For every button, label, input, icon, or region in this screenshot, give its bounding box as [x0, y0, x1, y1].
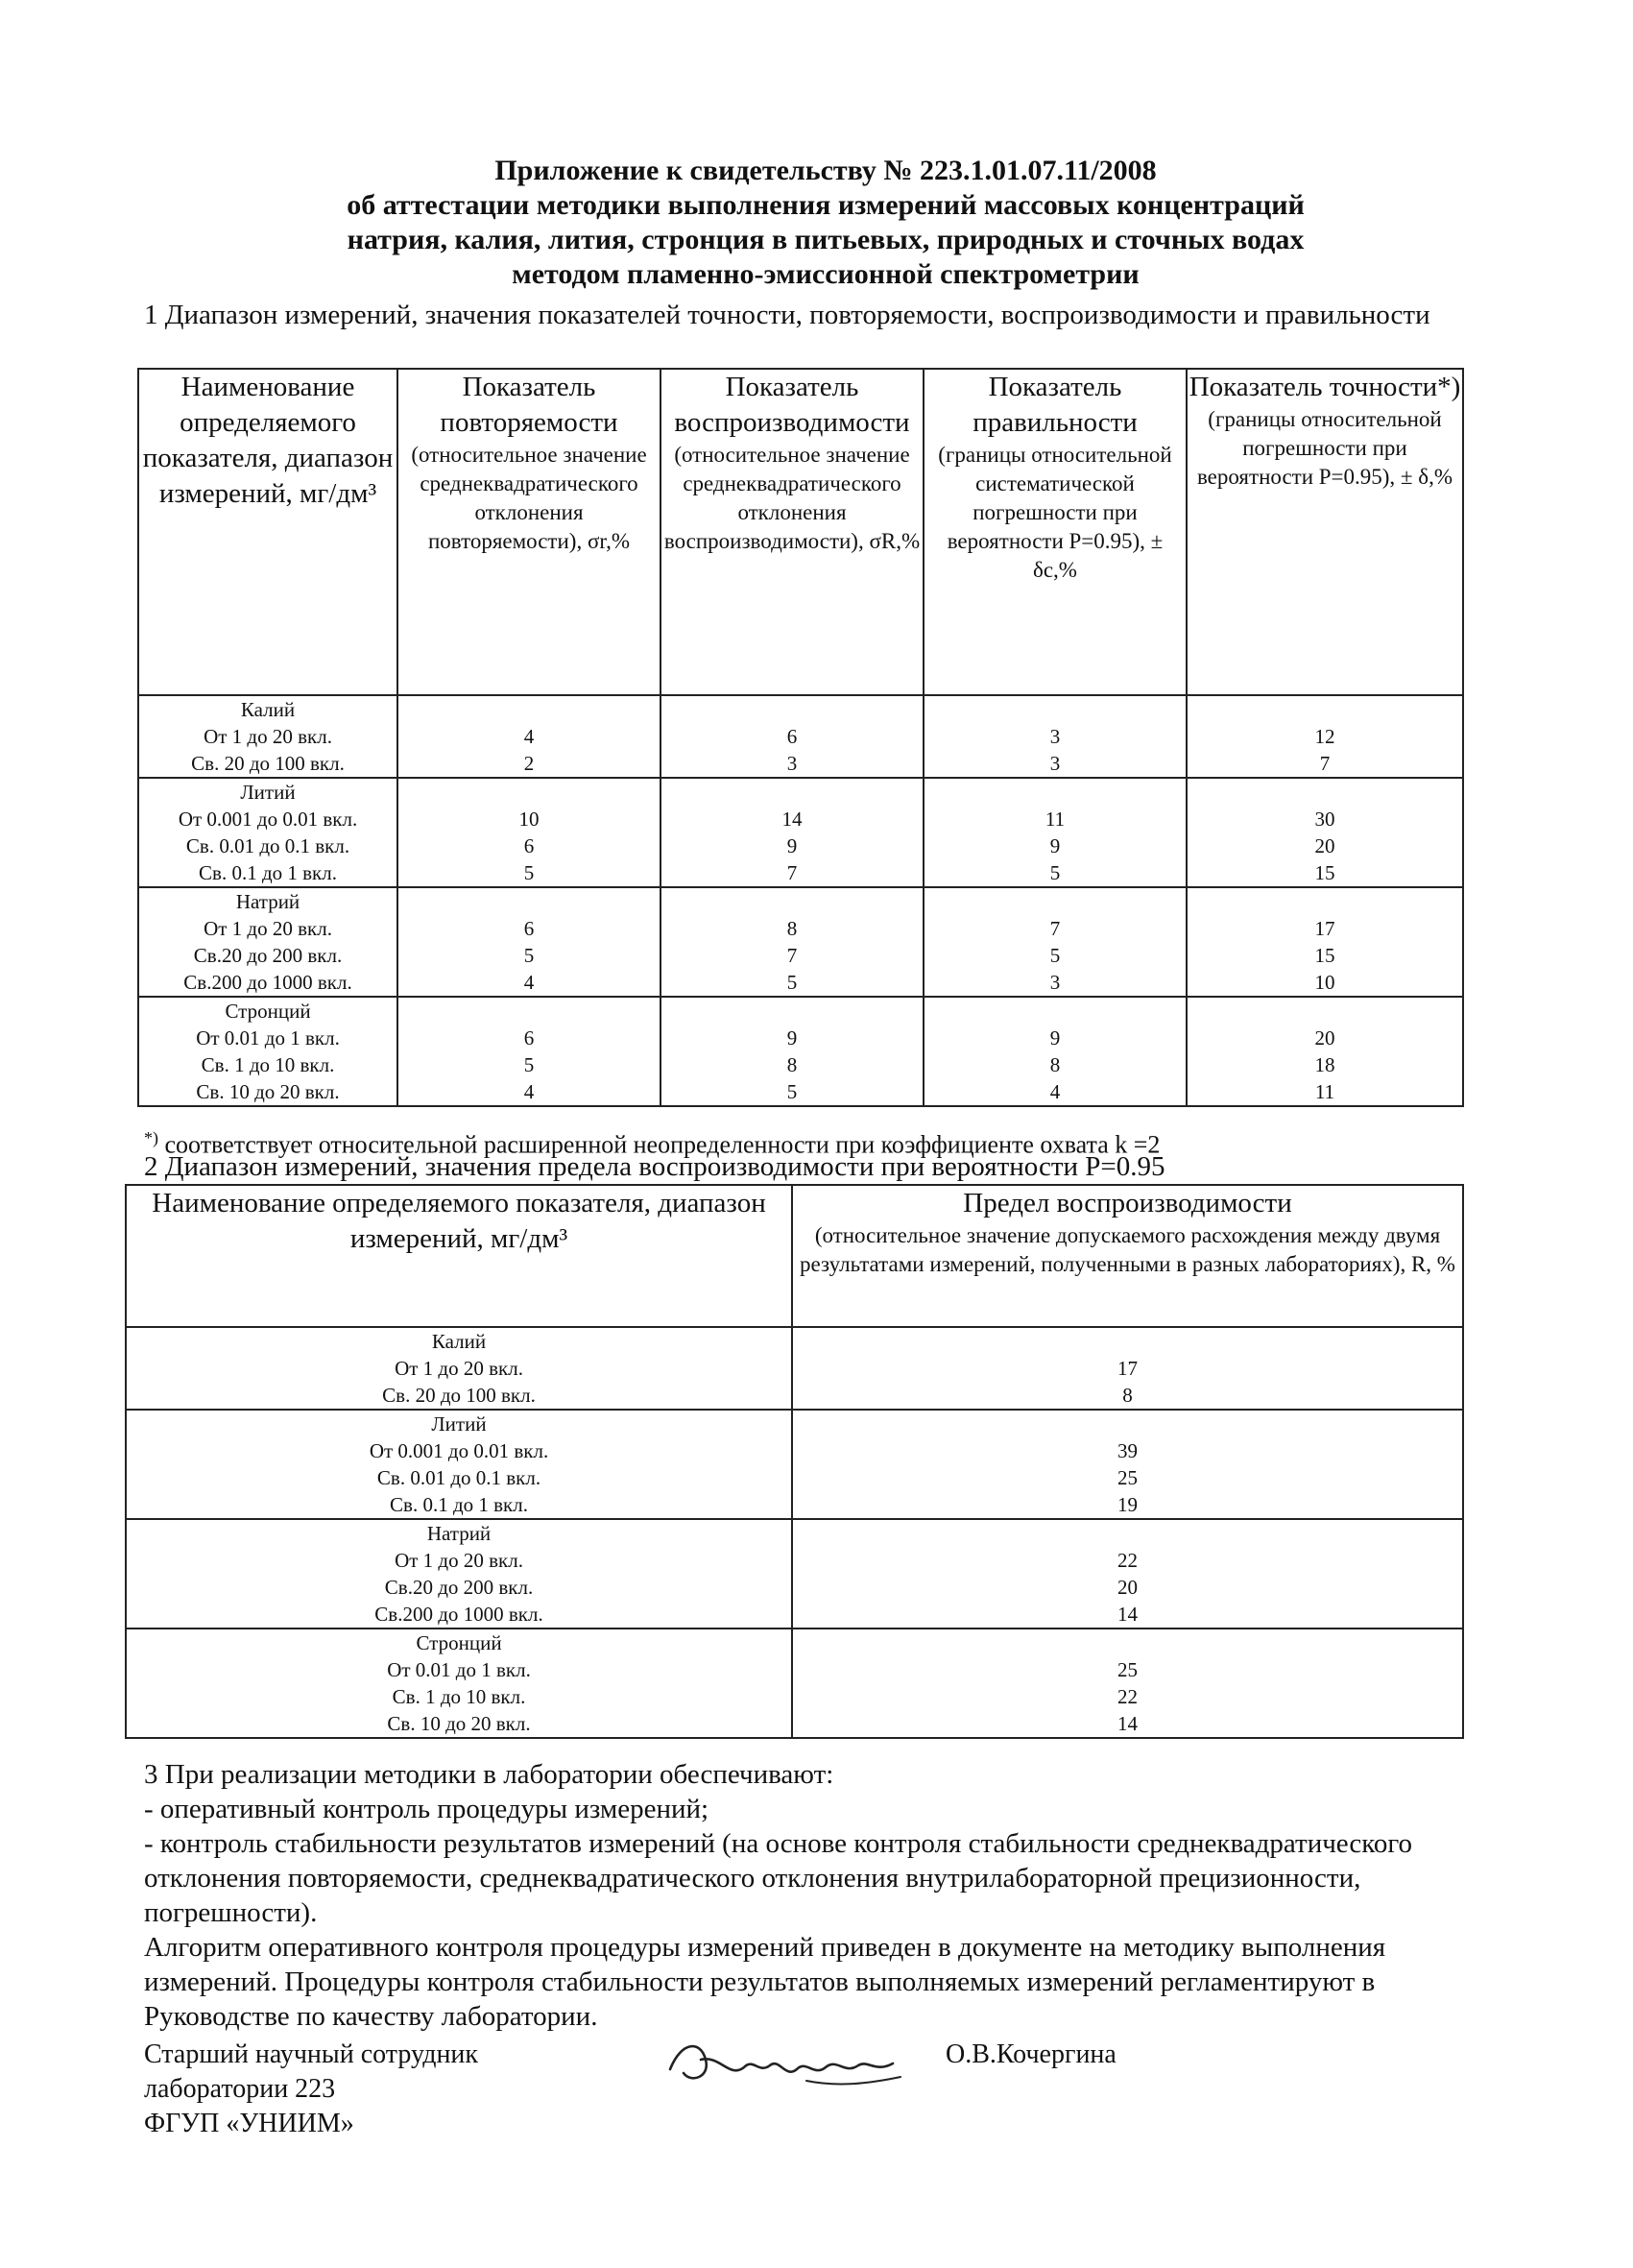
element-name: Литий [240, 781, 296, 804]
position-line-3: ФГУП «УНИИМ» [144, 2109, 354, 2138]
range: Св. 0.01 до 0.1 вкл. [376, 1466, 541, 1489]
range: Св. 1 до 10 вкл. [392, 1685, 526, 1708]
value: 11 [1045, 808, 1066, 831]
value: 7 [786, 861, 798, 884]
value: 20 [1314, 1026, 1335, 1050]
value: 18 [1314, 1053, 1335, 1076]
table-row-potassium [126, 1327, 1463, 1410]
cell-name [138, 695, 397, 778]
signatory-name: О.В.Кочергина [946, 2039, 1117, 2069]
range: Св. 10 до 20 вкл. [196, 1080, 340, 1103]
value: 22 [1117, 1549, 1138, 1572]
header-name-main: Наименование определяемого показателя, диапазон измерений, мг/дм³ [152, 1188, 766, 1254]
range: От 1 до 20 вкл. [395, 1549, 523, 1572]
value: 39 [1117, 1439, 1138, 1462]
value: 12 [1314, 725, 1335, 748]
reproducibility-limit-table [125, 1184, 1464, 1739]
value: 5 [523, 944, 535, 967]
value: 5 [786, 1080, 798, 1103]
value: 4 [523, 971, 535, 994]
cell-correct [924, 778, 1187, 887]
table-header-row [126, 1185, 1463, 1327]
position-line-1: Старший научный сотрудник [144, 2039, 479, 2069]
header-reprod-main: Показатель воспроизводимости [674, 372, 910, 438]
cell-reprod [660, 778, 924, 887]
range: Св.200 до 1000 вкл. [374, 1603, 543, 1626]
header-cell-reprod [660, 369, 924, 695]
document-title [144, 154, 1507, 292]
range: От 1 до 20 вкл. [204, 917, 332, 940]
header-cell-name [126, 1185, 792, 1327]
range: От 0.01 до 1 вкл. [196, 1026, 340, 1050]
element-name: Натрий [235, 890, 300, 913]
element-name: Натрий [426, 1522, 492, 1545]
value: 6 [523, 917, 535, 940]
section1-heading: 1 Диапазон измерений, значения показателей точности, повторяемости, воспроизводимости и правильности [144, 300, 1430, 330]
cell-reprod [660, 695, 924, 778]
cell-limit [792, 1519, 1463, 1629]
cell-accuracy [1187, 778, 1463, 887]
header-repeat-sub: (относительное значение среднеквадратического отклонения повторяемости), σr,% [411, 443, 647, 553]
value: 5 [786, 971, 798, 994]
cell-name [138, 997, 397, 1106]
value: 25 [1117, 1658, 1138, 1681]
range: Св. 10 до 20 вкл. [387, 1712, 531, 1735]
range: От 0.01 до 1 вкл. [387, 1658, 531, 1681]
value: 6 [786, 725, 798, 748]
section3-heading: 3 При реализации методики в лаборатории обеспечивают: [144, 1759, 834, 1790]
header-repeat-main: Показатель повторяемости [440, 372, 618, 438]
value: 14 [781, 808, 803, 831]
cell-reprod [660, 887, 924, 997]
range: Св. 1 до 10 вкл. [201, 1053, 335, 1076]
element-name: Стронций [416, 1631, 502, 1654]
cell-limit [792, 1410, 1463, 1519]
value: 2 [523, 752, 535, 775]
header-cell-repeat [397, 369, 660, 695]
value: 9 [1049, 834, 1061, 857]
value: 9 [1049, 1026, 1061, 1050]
value: 25 [1117, 1466, 1138, 1489]
table-row-lithium [138, 778, 1463, 887]
value: 7 [1049, 917, 1061, 940]
table-header-row [138, 369, 1463, 695]
header-limit-main: Предел воспроизводимости [963, 1188, 1292, 1218]
range: Св.20 до 200 вкл. [193, 944, 343, 967]
footnote-text: соответствует относительной расширенной неопределенности при коэффициенте охвата k =2 [164, 1130, 1161, 1159]
value: 3 [786, 752, 798, 775]
cell-correct [924, 887, 1187, 997]
range: Св. 0.1 до 1 вкл. [390, 1493, 528, 1516]
value: 19 [1117, 1493, 1138, 1516]
section2-heading: 2 Диапазон измерений, значения предела воспроизводимости при вероятности P=0.95 [144, 1151, 1165, 1182]
range: От 0.001 до 0.01 вкл. [178, 808, 358, 831]
value: 17 [1314, 917, 1335, 940]
cell-name [126, 1519, 792, 1629]
cell-accuracy [1187, 997, 1463, 1106]
cell-limit [792, 1629, 1463, 1738]
title-line-4: методом пламенно-эмиссионной спектрометрии [512, 258, 1140, 290]
value: 4 [523, 725, 535, 748]
range: От 1 до 20 вкл. [395, 1357, 523, 1380]
header-cell-limit [792, 1185, 1463, 1327]
table-row-sodium [138, 887, 1463, 997]
value: 10 [1314, 971, 1335, 994]
accuracy-table [137, 368, 1464, 1107]
value: 3 [1049, 725, 1061, 748]
value: 9 [786, 834, 798, 857]
value: 17 [1117, 1357, 1138, 1380]
value: 6 [523, 834, 535, 857]
value: 15 [1314, 861, 1335, 884]
value: 30 [1314, 808, 1335, 831]
cell-repeat [397, 778, 660, 887]
value: 3 [1049, 752, 1061, 775]
value: 8 [786, 1053, 798, 1076]
cell-reprod [660, 997, 924, 1106]
range: Св. 20 до 100 вкл. [191, 752, 345, 775]
range: От 1 до 20 вкл. [204, 725, 332, 748]
element-name: Калий [431, 1330, 487, 1353]
range: Св. 20 до 100 вкл. [382, 1384, 536, 1407]
range: От 0.001 до 0.01 вкл. [369, 1439, 549, 1462]
cell-correct [924, 695, 1187, 778]
section3-item-2: - контроль стабильности результатов измерений (на основе контроля стабильности среднеквадратического отклонения повторяемости, среднеквадратического отклонения внутрилабораторной прецизионности, погрешности). [144, 1828, 1413, 1928]
position-line-2: лаборатории 223 [144, 2074, 336, 2104]
table-row-sodium [126, 1519, 1463, 1629]
section3 [144, 1757, 1507, 2034]
header-cell-name [138, 369, 397, 695]
value: 7 [1319, 752, 1331, 775]
cell-name [138, 887, 397, 997]
header-name-main: Наименование определяемого показателя, диапазон измерений, мг/дм³ [142, 372, 394, 509]
value: 20 [1314, 834, 1335, 857]
value: 9 [786, 1026, 798, 1050]
value: 5 [1049, 944, 1061, 967]
footnote-marker: *) [144, 1128, 158, 1147]
title-line-1: Приложение к свидетельству № 223.1.01.07.11/2008 [494, 155, 1157, 186]
cell-repeat [397, 695, 660, 778]
value: 14 [1117, 1603, 1138, 1626]
header-cell-correct [924, 369, 1187, 695]
range: Св.20 до 200 вкл. [384, 1576, 534, 1599]
value: 6 [523, 1026, 535, 1050]
cell-name [138, 778, 397, 887]
cell-name [126, 1629, 792, 1738]
signatory-position [144, 2038, 478, 2141]
cell-correct [924, 997, 1187, 1106]
header-accuracy-main: Показатель точности*) [1189, 372, 1461, 402]
table-row-strontium [138, 997, 1463, 1106]
value: 5 [523, 861, 535, 884]
range: Св. 0.1 до 1 вкл. [199, 861, 337, 884]
element-name: Стронций [225, 1000, 311, 1023]
value: 7 [786, 944, 798, 967]
value: 22 [1117, 1685, 1138, 1708]
cell-repeat [397, 887, 660, 997]
header-cell-accuracy [1187, 369, 1463, 695]
value: 5 [1049, 861, 1061, 884]
section3-item-1: - оперативный контроль процедуры измерений; [144, 1794, 709, 1824]
cell-repeat [397, 997, 660, 1106]
value: 8 [786, 917, 798, 940]
value: 5 [523, 1053, 535, 1076]
cell-limit [792, 1327, 1463, 1410]
value: 10 [518, 808, 540, 831]
section3-paragraph: Алгоритм оперативного контроля процедуры измерений приведен в документе на методику выполнения измерений. Процедуры контроля стабильности результатов выполняемых измерений регламентируют в Руководстве по качеству лаборатории. [144, 1932, 1386, 2032]
table-row-strontium [126, 1629, 1463, 1738]
cell-accuracy [1187, 695, 1463, 778]
title-line-2: об аттестации методики выполнения измерений массовых концентраций [347, 189, 1305, 221]
value: 4 [523, 1080, 535, 1103]
value: 14 [1117, 1712, 1138, 1735]
table-row-potassium [138, 695, 1463, 778]
value: 15 [1314, 944, 1335, 967]
range: Св.200 до 1000 вкл. [183, 971, 352, 994]
header-accuracy-sub: (границы относительной погрешности при вероятности P=0.95), ± δ,% [1196, 407, 1453, 489]
cell-name [126, 1327, 792, 1410]
handwritten-signature [662, 2031, 912, 2098]
range: Св. 0.01 до 0.1 вкл. [185, 834, 350, 857]
value: 8 [1122, 1384, 1133, 1407]
header-limit-sub: (относительное значение допускаемого расхождения между двумя результатами измерений, полученными в разных лабораториях), R, % [800, 1223, 1455, 1276]
element-name: Литий [431, 1412, 487, 1436]
header-correct-sub: (границы относительной систематической погрешности при вероятности P=0.95), ± δc,% [938, 443, 1172, 582]
header-correct-main: Показатель правильности [973, 372, 1138, 438]
value: 3 [1049, 971, 1061, 994]
element-name: Калий [240, 698, 296, 721]
cell-name [126, 1410, 792, 1519]
value: 11 [1314, 1080, 1335, 1103]
value: 8 [1049, 1053, 1061, 1076]
value: 4 [1049, 1080, 1061, 1103]
cell-accuracy [1187, 887, 1463, 997]
table-row-lithium [126, 1410, 1463, 1519]
header-reprod-sub: (относительное значение среднеквадратического отклонения воспроизводимости), σR,% [663, 443, 921, 553]
title-line-3: натрия, калия, лития, стронция в питьевых, природных и сточных водах [347, 224, 1305, 255]
value: 20 [1117, 1576, 1138, 1599]
